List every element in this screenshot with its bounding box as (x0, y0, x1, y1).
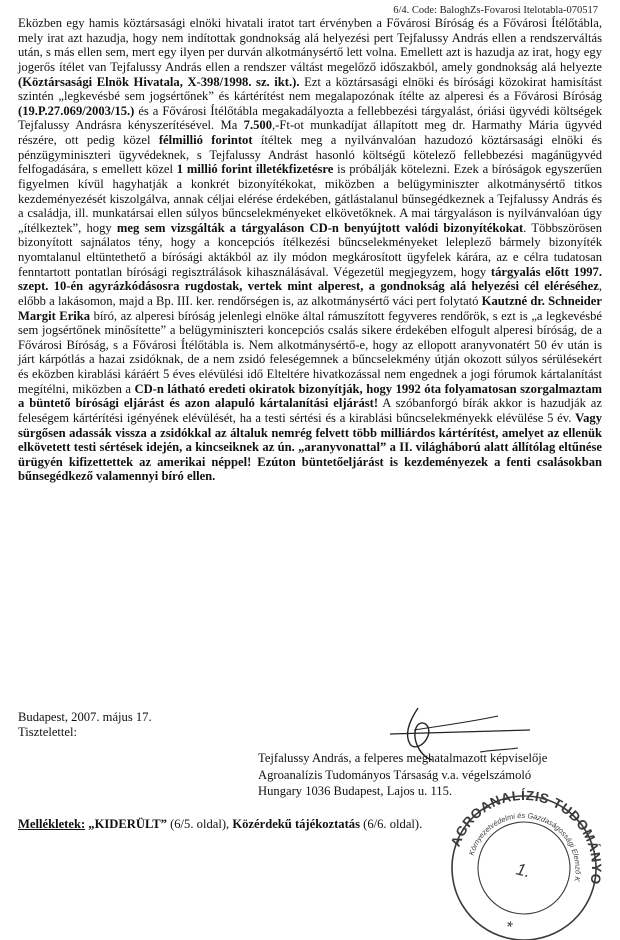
stamp-outer-text: AGROANALÍZIS TUDOMÁNYOS (447, 788, 605, 886)
body-run: bíró, az alperesi bíróság jelenlegi elnöke által rámuszított fegyveres rendőrök, s ezt is „a legkevésbé sem jogsértőnek minősítette” a belügyminiszteri koncepciós csalás sikere érdekében elfogult alperesi bíróság, de a Fővárosi Bíróság, s a Fővárosi Ítélőtábla is. Nem alkotmánysértő-e, hogy az ellopott aranyvonatért 50 év után is járt kárpótlás a hazai zsidóknak, de a nem zsidó feleségemnek a bűncselekmény útján okozott súlyos sérülésekért és eközben kirablási káráért 5 éves elévülési idő Elteltére hivatkozással nem engednek a jogi fórumok kártalanítást megítélni, miközben a (18, 308, 602, 396)
date-line: Budapest, 2007. május 17. (18, 710, 152, 724)
body-run-bold: félmillió forintot (158, 133, 253, 147)
stamp-star: * (504, 918, 515, 937)
body-run-bold: (Köztársasági Elnök Hivatala, X-398/1998. sz. ikt.). (18, 74, 300, 89)
attachment-kozerdeku: Közérdekű tájékoztatás (232, 817, 360, 831)
attachments-label: Mellékletek: (18, 817, 86, 831)
body-run-bold: CD-n látható eredeti okiratok bizonyítják, hogy 1992 óta folyamatosan szorgalmaztam a büntető bírósági eljárást és azon alapuló kártalanítási eljárást! (18, 381, 602, 411)
body-run: ítéltek meg a nyilvánvalóan hazudozó köztársasági elnöki és pénzügyminiszteri ügyvédeknek, s Tejfalussy Andrást hasonló költségű kötelező fellebbezési magánügyvéd felfogadására, s emellett közel (18, 133, 602, 177)
attachments-line (18, 817, 422, 832)
body-run: Eközben egy hamis köztársasági elnöki hivatali iratot tart érvényben a Fővárosi Bíróság és a Fővárosi Ítélőtábla, mely irat azt hazudja, hogy nem indítottak gondnokság alá helyezési pert Tejfalussy András ellen a rendszerváltás után, s más ellen sem, mert egy ilyen per durván alkotmánysértő lett volna. Emellett azt is hazudja az irat, hogy egy jogerős ítélet van Tejfalussy András ellen a rendszer váltást megelőző időszakból, amely gondnokság alá helyezte (18, 16, 602, 74)
attachment-kiderult-ref: (6/5. oldal), (166, 817, 233, 831)
stamp-number: 1. (514, 859, 533, 882)
sender-organization: Agroanalízis Tudományos Társaság v.a. végelszámoló (258, 767, 532, 782)
body-run: ,-Ft-ot munkadíjat állapított meg dr. Harmathy Mária ügyvéd részére, ott pedig közel (18, 118, 602, 147)
sender-address: Hungary 1036 Budapest, Lajos u. 115. (258, 784, 453, 798)
body-run: . Többszörösen bizonyított sajnálatos tény, hogy a koncepciós ítélkezési bűncselekményeket leleplező bármely bizonyíték nyomtalanul eltüntethető a bírósági aktákból az ily módon megkárosított ügyfelek kárára, az e célra tudatosan fenntartott pontatlan bírósági regisztrálások kihasználásával. Végezetül megjegyzem, hogy (18, 220, 602, 279)
body-run-bold: 1 millió forint illetékfizetésre (176, 162, 334, 177)
body-run: Ezt a köztársasági elnöki és bírósági közokirat hamisítást szintén „legkevésbé sem jogsértőnek” és kártérítést nem megalapozónak ítélte az alperesi és a Fővárosi Bíróság (18, 74, 602, 104)
body-run: A szóbanforgó bírák akkor is hazudják az feleségem kártérítési igényének elévülését, ha a testi sértési és a kirablási bűncselekményekk elévülése 5 év. (18, 396, 602, 425)
body-run-bold: meg sem vizsgálták a tárgyaláson CD-n benyújtott valódi bizonyítékokat (116, 220, 524, 235)
stamp-inner-text: Környezetvédelmi és Gazdaságossági Elemző Központja (466, 810, 583, 883)
body-run-bold: Kautzné dr. Schneider Margit Erika (18, 293, 602, 323)
body-paragraph (18, 16, 602, 484)
attachment-kozerdeku-ref: (6/6. oldal). (360, 817, 423, 831)
body-run-bold: (19.P.27.069/2003/15.) (18, 103, 135, 118)
body-run-bold: tárgyalás előtt 1997. szept. 10-én agyrázkódásosra rugdostak, vertek mint alperest, a gondnokság alá helyezési cél eléréséhez (18, 264, 602, 294)
body-run-bold: Vagy sürgősen adassák vissza a zsidókkal az általuk nemrég felvett több milliárdos kártérítést, amelyet az ellenük elkövetett testi sértések idején, a kincseiknek az ún. „aranyvonattal” a II. világháború alatt állítólag eltűnése ürügyén kifizettettek az amerikai néppel! Ezúton büntetőeljárást is kezdeményezek a fenti csalásokban bűnsegédkező valamennyi bíró ellen. (18, 410, 602, 484)
body-run: is próbálják kötelezni. Ezek a bíróságok egyszerűen figyelmen kívül hagyhatják a konkrét bizonyítékokat, miközben a belügyminiszter alkotmánysértő titkos kezdeményezését kiszolgálva, annak céljai elérése érdekében, gátlástalanul bűnsegédkeznek a Tejfalussy András és a családja, ill. munkatársai ellen súlyos bűncselekményeket elkövetőknek. A mai tárgyaláson is nyilvánvalóan úgy „ítélkeztek”, hogy (18, 162, 603, 235)
organization-stamp (436, 788, 612, 940)
body-run: és a Fővárosi Ítélőtábla megakadályozta a fellebbezési tárgyalást, óriási ügyvédi költségek Tejfalussy Andrásra kényszerítésével. Ma (18, 103, 602, 133)
body-run-bold: 7.500 (243, 118, 273, 133)
sender-name: Tejfalussy András, a felperes meghatalmazott képviselője (258, 751, 548, 765)
body-run: , előbb a lakásomon, majd a Bp. III. ker. rendőrségen is, az alkotmánysértő váci pert folytató (18, 279, 602, 308)
attachment-kiderult: „KIDERÜLT” (88, 817, 167, 831)
document-code: 6/4. Code: BaloghZs-Fovarosi Itelotabla-070517 (393, 5, 598, 16)
greeting-line: Tisztelettel: (18, 725, 78, 739)
